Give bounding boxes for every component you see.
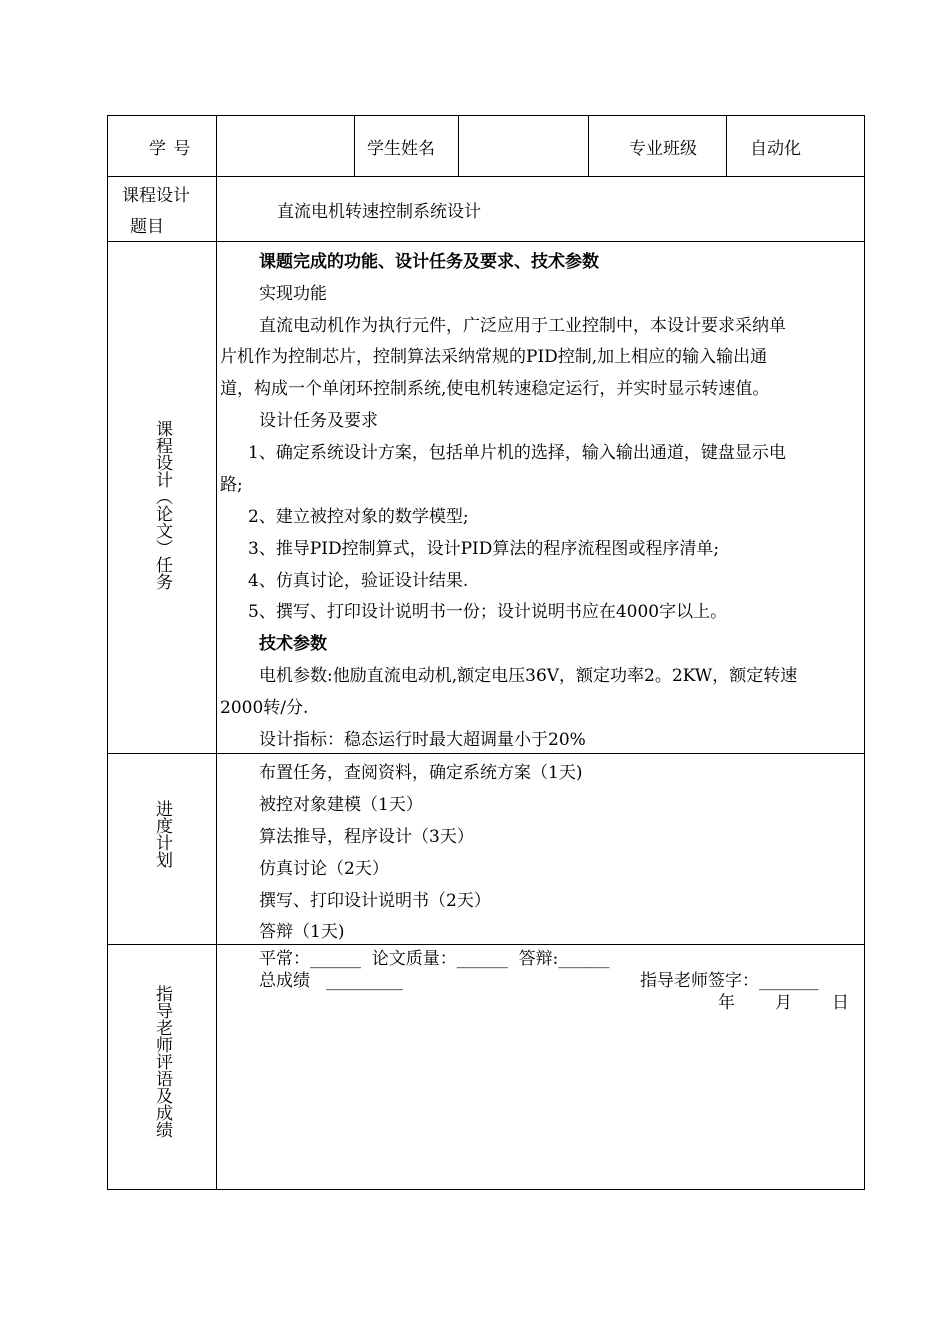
row-divider-3	[107, 753, 865, 754]
param-line-2: 2000转/分.	[220, 698, 309, 718]
schedule-item-4: 仿真讨论（2天）	[259, 859, 389, 879]
func-line-1: 直流电动机作为执行元件，广泛应用于工业控制中，本设计要求采纳单	[259, 316, 786, 336]
evaluation-label: 指导老师评语及成绩	[152, 985, 172, 1138]
row-divider-4	[107, 944, 865, 945]
form-table	[107, 115, 865, 1190]
topic-label-line2: 题目	[130, 217, 164, 237]
task-label: 课程设计（论文）任务	[152, 420, 172, 590]
req-line-2: 路;	[220, 475, 243, 495]
total-score: 总成绩 _________	[259, 971, 403, 991]
schedule-item-1: 布置任务，查阅资料，确定系统方案（1天)	[259, 763, 583, 783]
func-line-3: 道，构成一个单闭环控制系统,使电机转速稳定运行，并实时显示转速值。	[220, 379, 770, 399]
col-divider-label	[216, 115, 217, 1190]
col-divider-5	[726, 115, 727, 176]
schedule-item-5: 撰写、打印设计说明书（2天）	[259, 891, 491, 911]
topic-label-line1: 课程设计	[122, 186, 190, 206]
col-divider-2	[354, 115, 355, 176]
param-line-3: 设计指标：稳态运行时最大超调量小于20%	[259, 730, 586, 750]
req-line-1: 1、确定系统设计方案，包括单片机的选择，输入输出通道，键盘显示电	[248, 443, 786, 463]
req-title: 设计任务及要求	[259, 411, 378, 431]
req-line-4: 3、推导PID控制算式，设计PID算法的程序流程图或程序清单;	[248, 539, 720, 559]
schedule-label: 进度计划	[152, 800, 172, 868]
major-class-value: 自动化	[750, 139, 801, 159]
score-line: 平常：______ 论文质量：______ 答辩:______	[259, 949, 610, 969]
student-id-field[interactable]	[220, 119, 350, 173]
req-line-5: 4、仿真讨论，验证设计结果.	[248, 571, 469, 591]
param-line-1: 电机参数:他励直流电动机,额定电压36V，额定功率2。2KW，额定转速	[259, 666, 798, 686]
schedule-item-6: 答辩（1天)	[259, 922, 345, 942]
advisor-signature: 指导老师签字：_______	[640, 971, 819, 991]
param-title: 技术参数	[259, 634, 327, 654]
row-divider-1	[107, 176, 865, 177]
req-line-3: 2、建立被控对象的数学模型;	[248, 507, 469, 527]
row-divider-2	[107, 241, 865, 242]
col-divider-4	[588, 115, 589, 176]
student-name-field[interactable]	[462, 119, 584, 173]
schedule-item-3: 算法推导，程序设计（3天）	[259, 827, 474, 847]
func-line-2: 片机作为控制芯片，控制算法采纳常规的PID控制,加上相应的输入输出通	[220, 347, 768, 367]
func-title: 实现功能	[259, 284, 327, 304]
major-class-label: 专业班级	[629, 139, 697, 159]
topic-value: 直流电机转速控制系统设计	[277, 202, 481, 222]
col-divider-3	[458, 115, 459, 176]
req-line-6: 5、撰写、打印设计说明书一份；设计说明书应在4000字以上。	[248, 602, 728, 622]
student-id-label: 学 号	[149, 139, 192, 159]
task-heading: 课题完成的功能、设计任务及要求、技术参数	[259, 252, 599, 272]
date-day: 日	[832, 993, 849, 1013]
date-year: 年	[718, 993, 735, 1013]
student-name-label: 学生姓名	[367, 139, 435, 159]
date-month: 月	[775, 993, 792, 1013]
schedule-item-2: 被控对象建模（1天）	[259, 795, 423, 815]
